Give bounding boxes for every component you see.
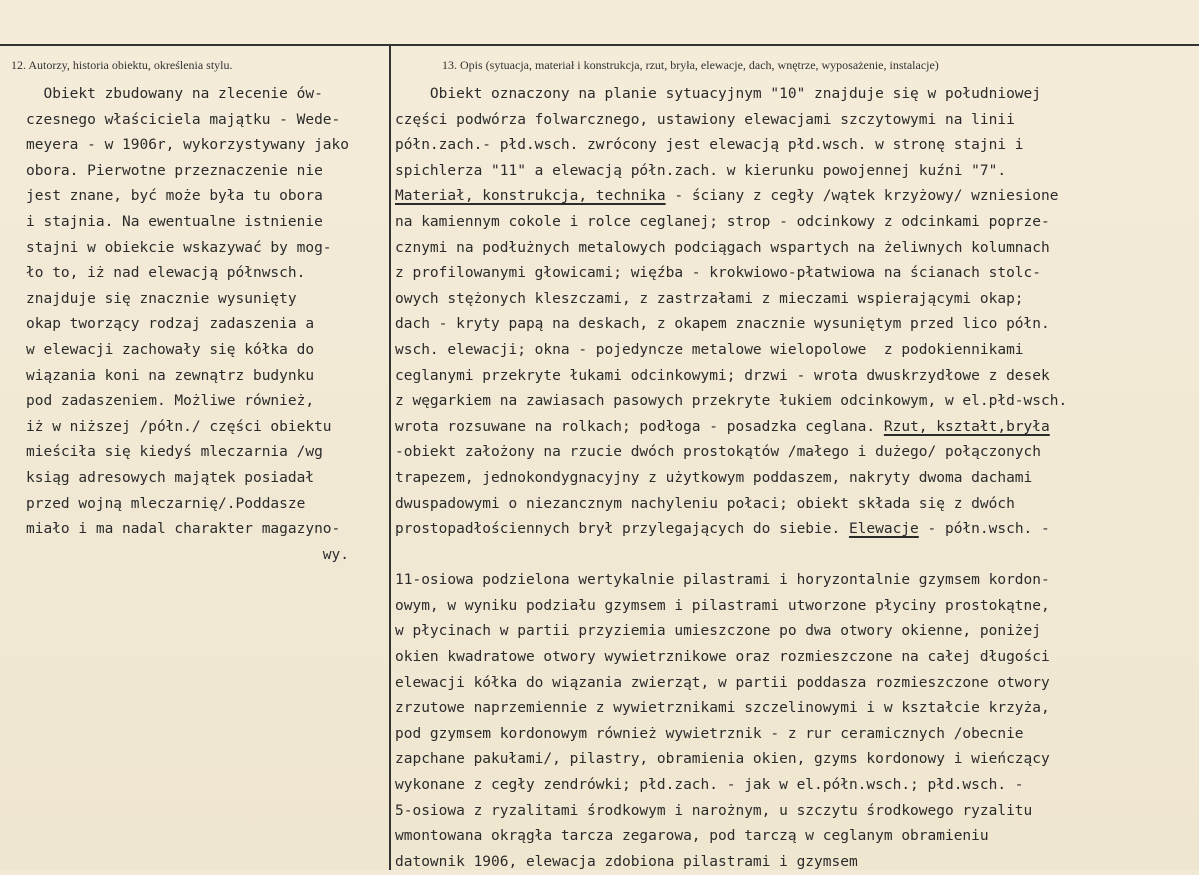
text-line [395,287,1195,313]
text-line [395,645,1195,671]
text-line [395,236,1195,262]
text-line [395,492,1195,518]
text-line: mieściła się kiedyś mleczarnia /wg [26,444,323,461]
text-segment: dwuspadowymi o niezancznym nachyleniu połaci; obiekt składa się z dwóch [395,495,1015,512]
text-segment: - ściany z cegły /wątek krzyżowy/ wzniesione [665,188,1059,205]
text-segment: owych stężonych kleszczami, z zastrzałami z mieczami wspierającymi okap; [395,290,1024,307]
text-line [395,261,1195,287]
text-line: Obiekt zbudowany na zlecenie ów- [26,86,323,102]
text-line [395,747,1195,773]
text-line: ło to, iż nad elewacją półnwsch. [26,265,306,282]
text-line [395,568,1195,594]
text-segment: 11-osiowa podzielona wertykalnie pilastrami i horyzontalnie gzymsem kordon- [395,572,1050,589]
text-line: ksiąg adresowych majątek posiadał [26,469,315,486]
text-line [395,466,1195,492]
text-line [395,440,1195,466]
text-segment: okien kwadratowe otwory wywietrznikowe oraz rozmieszczone na całej długości [395,649,1050,666]
text-segment: prostopadłościennych brył przylegających do siebie. [395,521,849,538]
text-segment: Obiekt oznaczony na planie sytuacyjnym "10" znajduje się w południowej [395,86,1042,102]
text-segment: wrota rozsuwane na rolkach; podłoga - posadzka ceglana. [395,418,884,435]
text-segment: zrzutowe naprzemiennie z wywietrznikami szczelinowymi i w kształcie krzyża, [395,700,1050,717]
text-line: znajduje się znacznie wysunięty [26,290,297,307]
text-segment: z węgarkiem na zawiasach pasowych przekryte łukiem odcinkowym, w el.płd-wsch. [395,393,1068,410]
text-line: jest znane, być może była tu obora [26,188,323,205]
text-segment: elewacji kółka do wiązania zwierząt, w partii poddasza rozmieszczone otwory [395,674,1050,691]
text-segment: owym, w wyniku podziału gzymsem i pilastrami utworzone płyciny prostokątne, [395,597,1050,614]
text-segment: 5-osiowa z ryzalitami środkowym i narożnym, u szczytu środkowego ryzalitu [395,802,1033,819]
right-column-text [395,82,1195,875]
underlined-heading: Rzut, kształt,bryła [883,418,1050,435]
text-segment: z profilowanymi głowicami; więźba - krokwiowo-płatwiowa na ścianach stolc- [395,265,1042,282]
text-line [395,517,1195,543]
text-segment: zapchane pakułami/, pilastry, obramienia okien, gzyms kordonowy i wieńczący [395,751,1050,768]
text-line [395,824,1195,850]
text-segment: - półn.wsch. - [918,521,1050,538]
text-line [395,389,1195,415]
text-line: wy. [26,546,350,563]
column-divider [389,46,391,870]
text-segment: dach - kryty papą na deskach, z okapem znacznie wysuniętym przed lico półn. [395,316,1050,333]
text-segment: półn.zach.- płd.wsch. zwrócony jest elewacją płd.wsch. w stronę stajni i [395,137,1024,154]
text-line: i stajnia. Na ewentualne istnienie [26,213,323,230]
text-line [395,184,1195,210]
text-line: iż w niższej /półn./ części obiektu [26,418,332,435]
text-line [395,364,1195,390]
text-line [395,619,1195,645]
text-segment: na kamiennym cokole i rolce ceglanej; strop - odcinkowy z odcinkami poprze- [395,213,1050,230]
text-line [395,312,1195,338]
text-line: przed wojną mleczarnię/.Poddasze [26,495,306,512]
text-segment: cznymi na podłużnych metalowych podciągach wspartych na żeliwnych kolumnach [395,239,1050,256]
text-line [395,850,1195,875]
top-rule [0,44,1199,46]
text-line [395,722,1195,748]
text-segment: trapezem, jednokondygnacyjny z użytkowym poddaszem, nakryty dwoma dachami [395,469,1033,486]
text-line [395,108,1195,134]
underlined-heading: Materiał, konstrukcja, technika [395,188,666,205]
text-segment: ceglanymi przekryte łukami odcinkowymi; drzwi - wrota dwuskrzydłowe z desek [395,367,1050,384]
text-segment: w płycinach w partii przyziemia umieszczone po dwa otwory okienne, poniżej [395,623,1042,640]
text-segment: części podwórza folwarcznego, ustawiony elewacjami szczytowymi na linii [395,111,1015,128]
text-line [395,594,1195,620]
section-header-13: 13. Opis (sytuacja, materiał i konstrukcja, rzut, bryła, elewacje, dach, wnętrze, wyposażenie, instalacje) [442,58,939,72]
text-line: miało i ma nadal charakter magazyno- [26,521,341,538]
text-line [395,773,1195,799]
text-line: stajni w obiekcie wskazywać by mog- [26,239,332,256]
section-header-12: 12. Autorzy, historia obiektu, określenia stylu. [11,58,233,72]
text-line: pod zadaszeniem. Możliwe również, [26,393,315,410]
text-line [395,338,1195,364]
underlined-heading: Elewacje [848,521,919,538]
left-column-text [26,82,386,568]
text-segment: wykonane z cegły zendrówki; płd.zach. - jak w el.półn.wsch.; płd.wsch. - [395,777,1024,794]
text-segment: wsch. elewacji; okna - pojedyncze metalowe wielopolowe z podokiennikami [395,341,1024,358]
text-line [395,210,1195,236]
text-segment: spichlerza "11" a elewacją półn.zach. w kierunku powojennej kuźni "7". [395,162,1007,179]
text-line: obora. Pierwotne przeznaczenie nie [26,162,323,179]
text-line: w elewacji zachowały się kółka do [26,341,315,358]
text-line: okap tworzący rodzaj zadaszenia a [26,316,315,333]
text-line: czesnego właściciela majątku - Wede- [26,111,341,128]
text-line [395,671,1195,697]
text-line [395,82,1195,108]
text-line [395,696,1195,722]
text-segment: -obiekt założony na rzucie dwóch prostokątów /małego i dużego/ połączonych [395,444,1042,461]
text-segment: datownik 1906, elewacja zdobiona pilastrami i gzymsem [395,853,858,870]
text-line: meyera - w 1906r, wykorzystywany jako [26,137,350,154]
text-segment: pod gzymsem kordonowym również wywietrznik - z rur ceramicznych /obecnie [395,725,1024,742]
text-line [395,799,1195,825]
text-line: wiązania koni na zewnątrz budynku [26,367,315,384]
text-line [395,543,1195,569]
text-segment: wmontowana okrągła tarcza zegarowa, pod tarczą w ceglanym obramieniu [395,828,989,845]
text-line [395,133,1195,159]
text-line [395,415,1195,441]
text-line [395,159,1195,185]
